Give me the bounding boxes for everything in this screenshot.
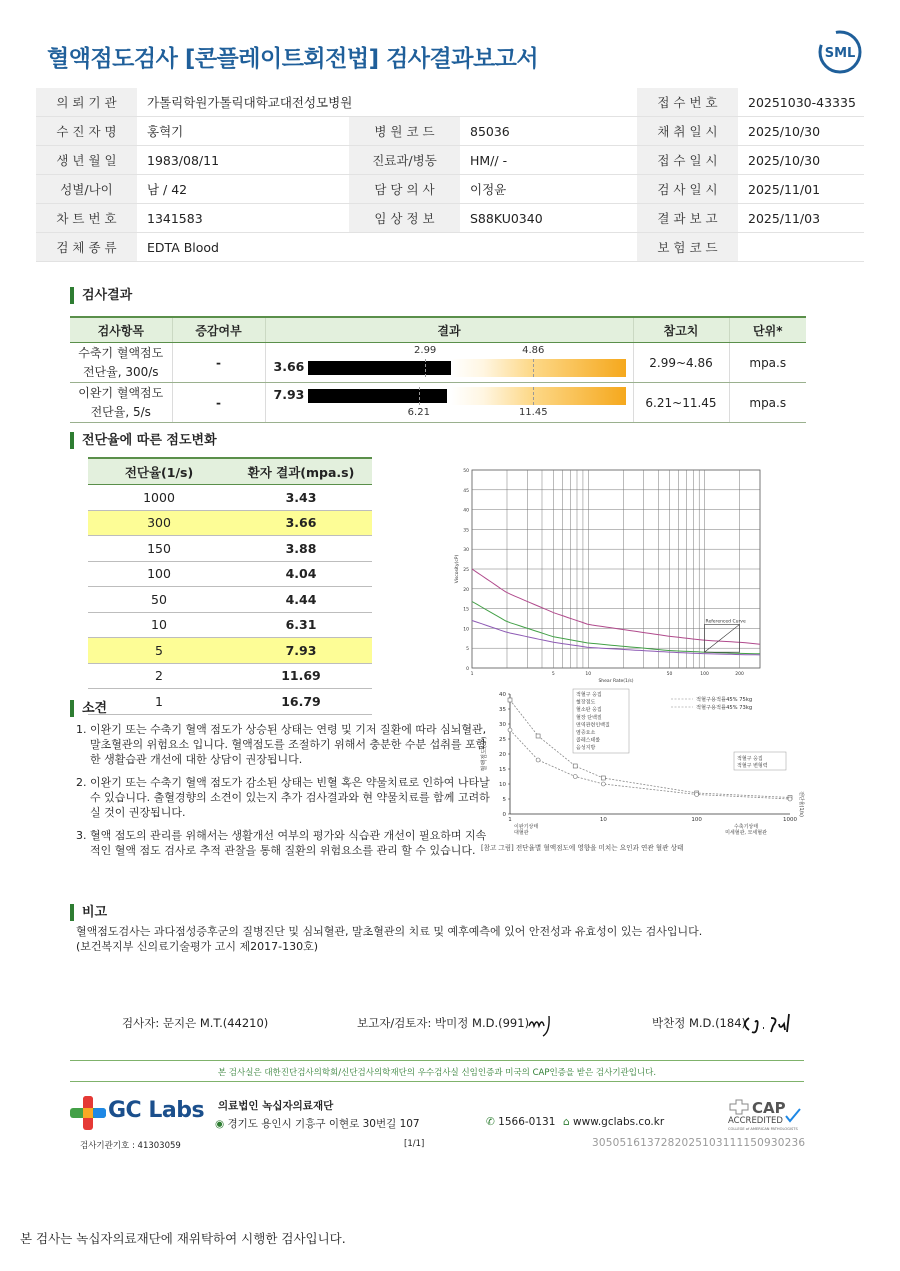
chart2-legend-item: 적혈구용적률45% 73kg	[696, 705, 753, 711]
doctor-signature: 박찬정 M.D.(184)	[652, 1016, 746, 1030]
shear-rate: 100	[88, 561, 230, 587]
info-label: 진료과/병동	[349, 146, 460, 175]
chart2-marker	[508, 698, 512, 702]
chart2-x-tick: 10	[599, 817, 607, 823]
unit: mpa.s	[729, 343, 806, 383]
chart1-y-tick: 35	[463, 528, 469, 534]
info-value: 2025/11/01	[738, 175, 864, 204]
result-row	[70, 383, 806, 423]
shear-rate: 5	[88, 638, 230, 664]
chart1-y-tick: 5	[466, 647, 469, 653]
chart2-note-right-2: 미세혈관, 모세혈관	[725, 830, 767, 836]
chart2-y-tick: 20	[499, 752, 506, 758]
phone	[486, 1116, 555, 1128]
certification-note: 본 검사실은 대한진단검사의학회/신단검사의학재단의 우수검사실 신임인증과 미국의 CAP인증을 받은 검사기관입니다.	[217, 1068, 657, 1078]
chart1-y-tick: 25	[463, 568, 469, 573]
info-label: 접 수 번 호	[637, 88, 738, 117]
chart2-x-tick: 1000	[783, 817, 797, 823]
info-value: 홍혁기	[137, 117, 349, 146]
info-label: 담 당 의 사	[349, 175, 460, 204]
test-name-line1: 이완기 혈액점도	[78, 385, 164, 400]
result-bar-track	[308, 387, 626, 405]
cap-accredited-logo	[726, 1098, 804, 1132]
results-header: 참고치	[633, 317, 729, 343]
result-value: 3.66	[273, 359, 305, 374]
chart2-y-tick: 30	[499, 722, 506, 728]
shear-rate: 50	[88, 587, 230, 613]
shear-row	[88, 536, 372, 562]
reference-figure	[478, 686, 808, 862]
chart1-x-tick: 200	[735, 672, 744, 677]
chart2-side-label: 전단율(1/s)	[798, 791, 804, 817]
info-value: 2025/10/30	[738, 117, 864, 146]
chart2-x-tick: 100	[691, 817, 702, 823]
shear-row	[88, 638, 372, 664]
reference-range: 2.99~4.86	[633, 343, 729, 383]
phone-icon: ✆	[486, 1116, 495, 1128]
website-text: www.gclabs.co.kr	[573, 1116, 665, 1128]
chart1-x-tick: 10	[585, 672, 592, 677]
shear-row	[88, 663, 372, 689]
chart2-marker	[695, 793, 699, 797]
chart2-factor-item: 콜레스테롤	[576, 737, 601, 744]
info-row	[36, 175, 864, 204]
address	[215, 1116, 420, 1131]
home-icon: ⌂	[563, 1116, 570, 1128]
chart2-factor-item: 염증요소	[576, 730, 596, 736]
shear-result: 3.88	[230, 536, 372, 562]
info-label: 수 진 자 명	[36, 117, 137, 146]
shear-row	[88, 485, 372, 511]
chart2-factor-item: 혈장 단백질	[576, 714, 602, 721]
gclabs-cross-icon	[70, 1096, 106, 1130]
result-bar-fill	[308, 361, 451, 375]
patient-info-table	[36, 88, 864, 262]
info-row	[36, 146, 864, 175]
chart1-y-tick: 20	[463, 587, 469, 593]
info-value: 가톨릭학원가톨릭대학교대전성모병원	[137, 88, 637, 117]
reporter-signature: 보고자/검토자: 박미정 M.D.(991)	[357, 1016, 530, 1030]
ref-low-marker	[419, 387, 420, 405]
info-row	[36, 88, 864, 117]
footer-divider-top	[70, 1060, 804, 1061]
tester-signature: 검사자: 문지은 M.T.(44210)	[122, 1016, 269, 1030]
chart1-y-tick: 50	[463, 469, 469, 474]
results-table	[70, 316, 806, 423]
chart2-factor-item: 면역관련인백질	[576, 722, 610, 729]
chart2-y-label: 혈액점도(cP)	[481, 736, 488, 772]
info-value: 85036	[460, 117, 637, 146]
test-name	[70, 343, 172, 383]
chart2-marker	[601, 776, 605, 780]
shear-header: 환자 결과(mpa.s)	[230, 458, 372, 485]
chart1-x-tick: 50	[666, 672, 673, 677]
chart2-factor-item: 적혈구 응집	[576, 692, 602, 698]
shear-rate: 1000	[88, 485, 230, 511]
chart2-marker	[573, 775, 577, 779]
chart2-series-line	[510, 700, 790, 798]
svg-text:COLLEGE of AMERICAN PATHOLOGIS: COLLEGE of AMERICAN PATHOLOGISTS	[728, 1127, 798, 1131]
info-label: 임 상 정 보	[349, 204, 460, 233]
info-value: EDTA Blood	[137, 233, 637, 262]
unit: mpa.s	[729, 383, 806, 423]
chart2-caption: [참고 그림] 전단율별 혈액점도에 영향을 미치는 요인과 연관 혈관 상태	[481, 844, 684, 852]
page-number: [1/1]	[404, 1139, 425, 1149]
location-icon: ◉	[215, 1118, 225, 1130]
ref-low-label: 2.99	[414, 345, 437, 356]
report-title: 혈액점도검사 [콘플레이트회전법] 검사결과보고서	[47, 46, 539, 72]
change-flag: -	[172, 343, 265, 383]
result-bar-fill	[308, 389, 448, 403]
ref-high-marker	[533, 359, 534, 377]
info-label: 접 수 일 시	[637, 146, 738, 175]
remarks-line2: (보건복지부 신의료기술평가 고시 제2017-130호)	[76, 940, 319, 953]
address-text: 경기도 용인시 기흥구 이현로 30번길 107	[227, 1118, 420, 1130]
shear-rate: 150	[88, 536, 230, 562]
chart1-y-tick: 0	[466, 667, 469, 672]
phone-text: 1566-0131	[498, 1116, 556, 1128]
results-header: 결과	[265, 317, 633, 343]
info-value	[738, 233, 864, 262]
foundation-name: 의료법인 녹십자의료재단	[218, 1100, 334, 1112]
info-label: 보 험 코 드	[637, 233, 738, 262]
shear-row	[88, 561, 372, 587]
shear-result: 4.04	[230, 561, 372, 587]
results-header: 검사항목	[70, 317, 172, 343]
viscosity-chart	[452, 466, 764, 686]
info-label: 병 원 코 드	[349, 117, 460, 146]
footer-divider-bottom	[70, 1081, 804, 1082]
info-label: 차 트 번 호	[36, 204, 137, 233]
chart2-rbc-label: 적혈구 변형력	[737, 763, 768, 769]
shear-rate: 2	[88, 663, 230, 689]
chart1-y-tick: 30	[463, 548, 469, 554]
chart1-y-tick: 40	[463, 508, 469, 514]
chart2-y-tick: 0	[502, 812, 506, 818]
info-label: 성별/나이	[36, 175, 137, 204]
chart2-factor-item: 음성지방	[576, 745, 596, 752]
chart2-legend-item: 적혈구용적률45% 75kg	[696, 697, 753, 703]
result-value: 7.93	[273, 387, 305, 402]
svg-text:ACCREDITED: ACCREDITED	[728, 1116, 783, 1126]
test-name-line2: 전단율, 300/s	[82, 364, 159, 379]
info-value: 2025/11/03	[738, 204, 864, 233]
result-row	[70, 343, 806, 383]
info-value: 1341583	[137, 204, 349, 233]
chart1-y-tick: 15	[463, 607, 469, 613]
shear-rate: 10	[88, 612, 230, 638]
sml-logo	[818, 30, 862, 74]
shear-result: 11.69	[230, 663, 372, 689]
chart1-y-tick: 10	[463, 627, 469, 633]
info-value: S88KU0340	[460, 204, 637, 233]
result-bar-cell	[265, 343, 633, 383]
info-label: 의 뢰 기 관	[36, 88, 137, 117]
ref-low-marker	[425, 359, 426, 377]
info-value: 1983/08/11	[137, 146, 349, 175]
info-value: 20251030-43335	[738, 88, 864, 117]
svg-text:CAP: CAP	[752, 1099, 786, 1117]
finding-item: 1. 이완기 또는 수축기 혈액 점도가 상승된 상태는 연령 및 기저 질환에 따라 심뇌혈관, 말초혈관의 위험요소 입니다. 혈액점도를 조절하기 위해서 충분한 수분 섭취를 포함한 생활습관 개선에 대한 상담이 권장됩니다.	[90, 722, 494, 767]
ref-low-label: 6.21	[407, 407, 430, 418]
info-value: HM// -	[460, 146, 637, 175]
chart2-marker	[788, 797, 792, 801]
section-shear: 전단율에 따른 점도변화	[70, 432, 217, 449]
chart1-x-tick: 5	[551, 672, 555, 677]
chart1-x-label: Shear Rate(1/s)	[598, 679, 634, 684]
shear-result: 16.79	[230, 689, 372, 715]
change-flag: -	[172, 383, 265, 423]
chart2-note-left-1: 이완기상태	[514, 824, 539, 830]
chart2-note-right-1: 수축기상태	[733, 824, 759, 830]
shear-result: 6.31	[230, 612, 372, 638]
shear-rate: 300	[88, 510, 230, 536]
chart2-y-tick: 40	[499, 692, 506, 698]
shear-row	[88, 689, 372, 715]
finding-item: 3. 혈액 점도의 관리를 위해서는 생활개선 여부의 평가와 식습관 개선이 필요하며 지속적인 혈액 점도 검사로 추적 관찰을 통해 질환의 위험요소를 관리 할 수 있습니다.	[90, 828, 494, 858]
info-row	[36, 233, 864, 262]
chart1-x-tick: 100	[700, 672, 709, 677]
chart2-y-tick: 15	[499, 767, 506, 773]
info-label: 검 사 일 시	[637, 175, 738, 204]
findings-list	[58, 722, 494, 866]
shear-header: 전단율(1/s)	[88, 458, 230, 485]
website	[563, 1116, 664, 1128]
shear-row	[88, 587, 372, 613]
chart2-y-tick: 35	[499, 707, 506, 713]
info-label: 검 체 종 류	[36, 233, 137, 262]
chart2-y-tick: 25	[499, 737, 506, 743]
results-header: 단위*	[729, 317, 806, 343]
remarks-text	[76, 924, 816, 954]
chart2-y-tick: 10	[499, 782, 506, 788]
chart2-x-tick: 1	[508, 817, 512, 823]
section-remarks: 비고	[70, 904, 107, 921]
info-value: 이정윤	[460, 175, 637, 204]
doctor-handwriting	[741, 1010, 803, 1036]
shear-table	[88, 457, 372, 715]
shear-result: 4.44	[230, 587, 372, 613]
info-value: 2025/10/30	[738, 146, 864, 175]
info-value: 남 / 42	[137, 175, 349, 204]
sml-logo-text: SML	[824, 46, 856, 61]
chart2-y-tick: 5	[502, 797, 506, 803]
gclabs-wordmark: GC Labs	[108, 1098, 205, 1123]
info-row	[36, 204, 864, 233]
info-row	[36, 117, 864, 146]
chart2-note-left-2: 대혈관	[514, 830, 529, 836]
chart1-x-tick: 1	[470, 672, 474, 677]
chart2-marker	[536, 758, 540, 762]
info-label: 생 년 월 일	[36, 146, 137, 175]
section-results: 검사결과	[70, 287, 132, 304]
test-name	[70, 383, 172, 423]
chart1-y-tick: 45	[463, 488, 469, 494]
ref-high-label: 4.86	[522, 345, 545, 356]
section-findings: 소견	[70, 700, 107, 717]
chart2-factor-item: 혈장점도	[576, 699, 596, 706]
chart2-factor-item: 혈소판 응집	[576, 707, 602, 714]
chart2-marker	[573, 764, 577, 768]
shear-row	[88, 510, 372, 536]
shear-result: 3.66	[230, 510, 372, 536]
shear-result: 3.43	[230, 485, 372, 511]
shear-rate: 1	[88, 689, 230, 715]
shear-result: 7.93	[230, 638, 372, 664]
ref-high-label: 11.45	[518, 407, 548, 418]
chart2-marker	[508, 728, 512, 732]
remarks-line1: 혈액점도검사는 과다점성증후군의 질병진단 및 심뇌혈관, 말초혈관의 치료 및 예후예측에 있어 안전성과 유효성이 있는 검사입니다.	[76, 925, 703, 938]
info-label: 결 과 보 고	[637, 204, 738, 233]
reference-range: 6.21~11.45	[633, 383, 729, 423]
document-code: 3050516137282025103111150930236	[592, 1137, 806, 1149]
chart1-annotation: Referenced Curve	[705, 619, 746, 625]
institution-number: 검사기관기호 : 41303059	[80, 1141, 181, 1151]
reporter-handwriting	[527, 1010, 561, 1040]
info-label: 채 취 일 시	[637, 117, 738, 146]
ref-high-marker	[533, 387, 534, 405]
shear-row	[88, 612, 372, 638]
finding-item: 2. 이완기 또는 수축기 혈액 점도가 감소된 상태는 빈혈 혹은 약물치료로 인하여 나타날 수 있습니다. 출혈경향의 소견이 있는지 추가 검사결과와 현 약물치료를 함께 고려하실 것이 권장됩니다.	[90, 775, 494, 820]
result-bar-track	[308, 359, 626, 377]
test-name-line2: 전단율, 5/s	[90, 404, 151, 419]
chart2-rbc-label: 적혈구 응집	[737, 756, 763, 762]
test-name-line1: 수축기 혈액점도	[78, 345, 164, 360]
chart2-marker	[601, 782, 605, 786]
result-bar-cell	[265, 383, 633, 423]
results-header: 증감여부	[172, 317, 265, 343]
bottom-note: 본 검사는 녹십자의료재단에 재위탁하여 시행한 검사입니다.	[20, 1231, 346, 1246]
chart2-marker	[536, 734, 540, 738]
chart1-y-label: Viscosity(cP)	[455, 554, 460, 584]
